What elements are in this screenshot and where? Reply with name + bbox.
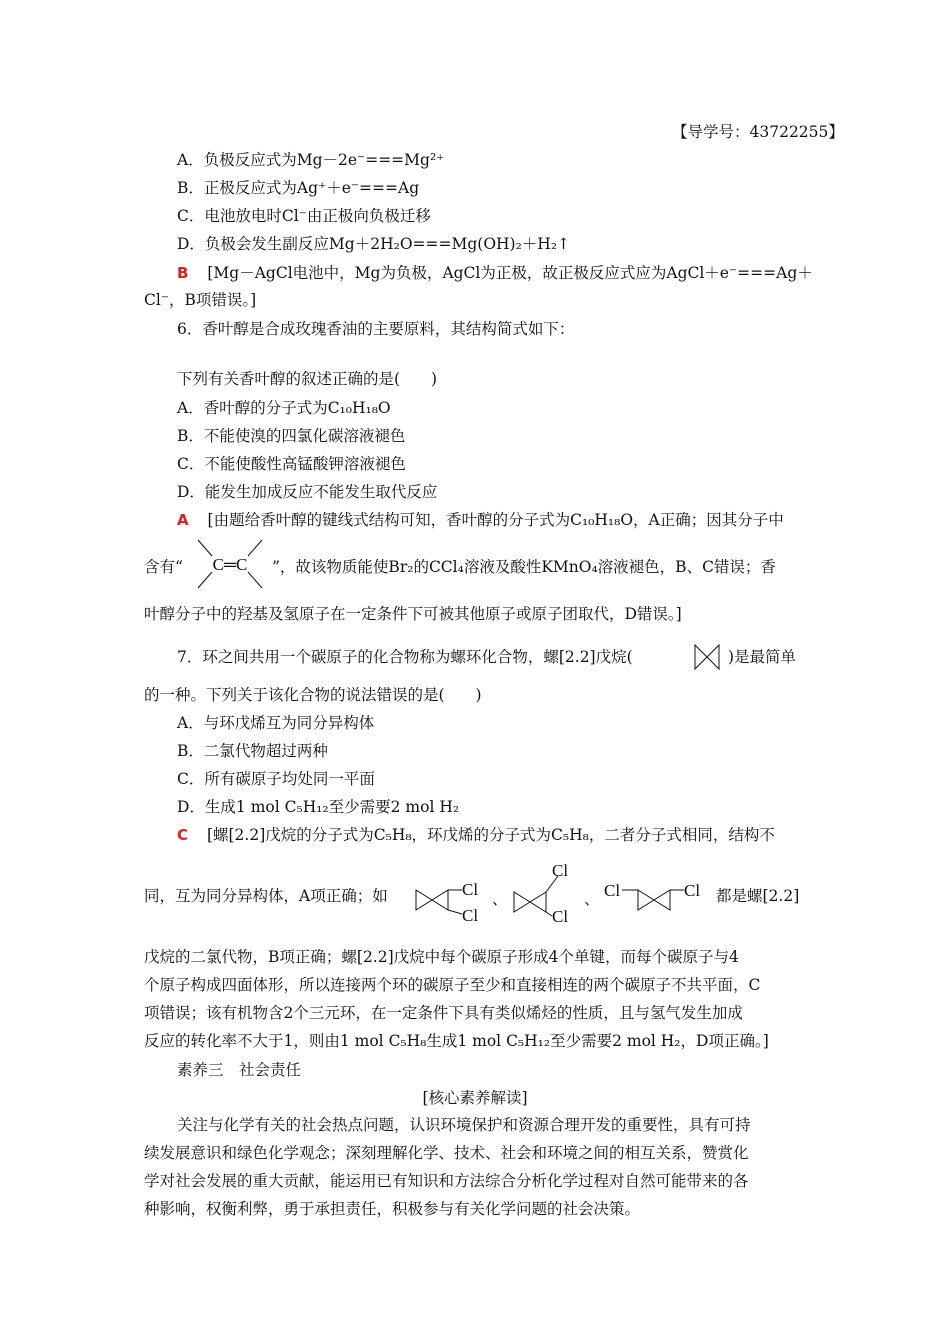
guide-number: 【导学号：43722255】 bbox=[672, 123, 844, 141]
svg-text:Cl: Cl bbox=[462, 880, 479, 899]
q5-option-c: C．电池放电时Cl⁻由正极向负极迁移 bbox=[177, 207, 431, 225]
q5-explanation-line2: Cl⁻，B项错误。] bbox=[144, 291, 257, 309]
q7-answer-letter: C bbox=[177, 826, 189, 844]
q6-option-c: C．不能使酸性高锰酸钾溶液褪色 bbox=[177, 455, 406, 473]
q6-explanation-text: [由题给香叶醇的键线式结构可知，香叶醇的分子式为C₁₀H₁₈O，A正确；因其分子中 bbox=[207, 511, 784, 529]
q5-explanation-line1 bbox=[177, 262, 813, 284]
section-paragraph-line4: 种影响，权衡利弊，勇于承担责任，积极参与有关化学问题的社会决策。 bbox=[144, 1200, 641, 1218]
q7-stem-line1-post: )是最简单 bbox=[728, 648, 797, 666]
q7-explanation-line6: 反应的转化率不大于1，则由1 mol C₅H₈生成1 mol C₅H₁₂至少需要2 mol H₂，D项正确。] bbox=[144, 1032, 769, 1050]
q7-explanation-line2-pre: 同，互为同分异构体，A项正确；如 bbox=[144, 887, 388, 905]
q7-explanation-line3: 戊烷的二氯代物，B项正确；螺[2.2]戊烷中每个碳原子形成4个单键，而每个碳原子与4 bbox=[144, 948, 739, 966]
q5-option-a: A．负极反应式为Mg－2e⁻===Mg²⁺ bbox=[177, 151, 445, 169]
q7-option-c: C．所有碳原子均处同一平面 bbox=[177, 770, 375, 788]
section-paragraph-line1: 关注与化学有关的社会热点问题，认识环境保护和资源合理开发的重要性，具有可持 bbox=[177, 1116, 751, 1134]
dichloride-structure-3 bbox=[602, 872, 712, 932]
structure-separator-1: 、 bbox=[492, 890, 508, 908]
q6-option-b: B．不能使溴的四氯化碳溶液褪色 bbox=[177, 427, 406, 445]
svg-text:Cl: Cl bbox=[552, 861, 569, 880]
structure-separator-2: 、 bbox=[584, 890, 600, 908]
q5-answer-letter: B bbox=[177, 264, 189, 282]
dichloride-structure-1 bbox=[412, 872, 492, 932]
q6-stem: 6．香叶醇是合成玫瑰香油的主要原料，其结构简式如下： bbox=[177, 320, 575, 338]
section-paragraph-line2: 续发展意识和绿色化学观念；深刻理解化学、技术、社会和环境之间的相互关系，赞赏化 bbox=[144, 1144, 749, 1162]
svg-text:Cl: Cl bbox=[604, 881, 621, 900]
svg-text:Cl: Cl bbox=[462, 906, 479, 925]
q6-option-d: D．能发生加成反应不能发生取代反应 bbox=[177, 483, 438, 501]
q5-explanation-text: [Mg－AgCl电池中，Mg为负极，AgCl为正极，故正极反应式应为AgCl＋e⁻===Ag＋ bbox=[207, 264, 813, 282]
q7-explanation-line1 bbox=[177, 824, 775, 846]
section-heading: 素养三 社会责任 bbox=[177, 1061, 302, 1079]
double-bond-label: C═C bbox=[212, 555, 248, 574]
q6-option-a: A．香叶醇的分子式为C₁₀H₁₈O bbox=[177, 399, 391, 417]
q7-option-d: D．生成1 mol C₅H₁₂至少需要2 mol H₂ bbox=[177, 798, 460, 816]
q6-explanation-line3: 叶醇分子中的羟基及氢原子在一定条件下可被其他原子或原子团取代，D错误。] bbox=[144, 605, 682, 623]
svg-text:Cl: Cl bbox=[552, 907, 569, 926]
dichloride-structure-2 bbox=[510, 856, 590, 932]
svg-text:Cl: Cl bbox=[684, 881, 701, 900]
q7-explanation-text: [螺[2.2]戊烷的分子式为C₅H₈，环戊烯的分子式为C₅H₈，二者分子式相同，结构不 bbox=[206, 826, 775, 844]
q7-option-a: A．与环戊烯互为同分异构体 bbox=[177, 714, 375, 732]
section-paragraph-line3: 学对社会发展的重大贡献，能运用已有知识和方法综合分析化学过程对自然可能带来的各 bbox=[144, 1172, 749, 1190]
q7-explanation-line2-post: 都是螺[2.2] bbox=[716, 887, 800, 905]
spiropentane-structure bbox=[693, 643, 721, 675]
q5-option-b: B．正极反应式为Ag⁺＋e⁻===Ag bbox=[177, 179, 420, 197]
q7-explanation-line4: 个原子构成四面体形，所以连接两个环的碳原子至少和直接相连的两个碳原子不共平面，C bbox=[144, 976, 761, 994]
q6-answer-letter: A bbox=[177, 511, 189, 529]
q7-stem-line1-pre: 7．环之间共用一个碳原子的化合物称为螺环化合物，螺[2.2]戊烷( bbox=[177, 648, 633, 666]
double-bond-structure bbox=[190, 536, 270, 596]
q7-option-b: B．二氯代物超过两种 bbox=[177, 742, 328, 760]
q7-stem-line2: 的一种。下列关于该化合物的说法错误的是( ) bbox=[144, 686, 482, 704]
q6-explanation-line2-post: ”，故该物质能使Br₂的CCl₄溶液及酸性KMnO₄溶液褪色，B、C错误；香 bbox=[272, 558, 776, 576]
q6-question: 下列有关香叶醇的叙述正确的是( ) bbox=[177, 370, 438, 388]
q6-explanation-line2-pre: 含有“ bbox=[144, 558, 183, 576]
q7-explanation-line5: 项错误；该有机物含2个三元环，在一定条件下具有类似烯烃的性质，且与氢气发生加成 bbox=[144, 1004, 743, 1022]
section-subheading: [核心素养解读] bbox=[422, 1089, 528, 1107]
q5-option-d: D．负极会发生副反应Mg＋2H₂O===Mg(OH)₂＋H₂↑ bbox=[177, 235, 571, 253]
q6-explanation-line1 bbox=[177, 509, 784, 531]
